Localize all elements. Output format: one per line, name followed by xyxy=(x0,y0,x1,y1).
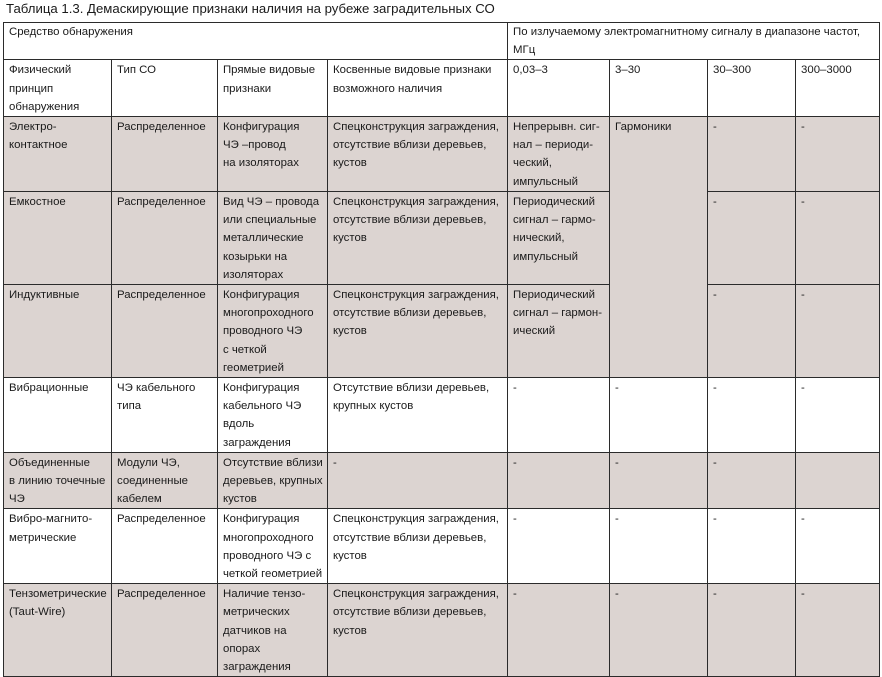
cell-freq-3: - xyxy=(708,378,796,453)
cell-freq-1: - xyxy=(508,378,610,453)
cell-freq-1: Периодический сигнал – гармон- ический xyxy=(508,285,610,378)
cell-freq-3: - xyxy=(708,509,796,584)
cell-principle: Емкостное xyxy=(4,192,112,285)
header-freq-0-03-3: 0,03–3 xyxy=(508,60,610,117)
cell-principle: Вибрационные xyxy=(4,378,112,453)
cell-freq-3: - xyxy=(708,192,796,285)
cell-freq-4: - xyxy=(796,584,880,677)
cell-principle: Вибро-магнито- метрические xyxy=(4,509,112,584)
cell-freq-4: - xyxy=(796,509,880,584)
cell-indirect: Спецконструкция заграждения, отсутствие вблизи деревьев, кустов xyxy=(328,509,508,584)
cell-direct: Отсутствие вблизи деревьев, крупных кустов xyxy=(218,452,328,509)
cell-direct: Вид ЧЭ – провода или специальные металлические козырьки на изоляторах xyxy=(218,192,328,285)
group-header-row xyxy=(4,23,880,60)
cell-freq-2: - xyxy=(610,378,708,453)
cell-freq-4: - xyxy=(796,378,880,453)
cell-freq-1: - xyxy=(508,509,610,584)
header-freq-30-300: 30–300 xyxy=(708,60,796,117)
cell-direct: Конфигурация многопроходного проводного ЧЭ с четкой геометрией xyxy=(218,285,328,378)
table-row xyxy=(4,452,880,509)
cell-freq-1: Периодический сигнал – гармо- нический, импульсный xyxy=(508,192,610,285)
header-principle: Физический принцип обнаружения xyxy=(4,60,112,117)
header-direct-signs: Прямые видовые признаки xyxy=(218,60,328,117)
cell-type: Распределенное xyxy=(112,584,218,677)
cell-type: Модули ЧЭ, соединенные кабелем xyxy=(112,452,218,509)
cell-indirect: - xyxy=(328,452,508,509)
cell-indirect: Отсутствие вблизи деревьев, крупных кустов xyxy=(328,378,508,453)
table-caption: Таблица 1.3. Демаскирующие признаки наличия на рубеже заградительных СО xyxy=(6,1,495,16)
cell-freq-2: - xyxy=(610,509,708,584)
group-header-em-signal: По излучаемому электромагнитному сигналу в диапазоне частот, МГц xyxy=(508,23,880,60)
group-header-detection-means: Средство обнаружения xyxy=(4,23,508,60)
table-row xyxy=(4,117,880,192)
cell-principle: Индуктивные xyxy=(4,285,112,378)
cell-freq-2: - xyxy=(610,584,708,677)
cell-type: Распределенное xyxy=(112,192,218,285)
cell-indirect: Спецконструкция заграждения, отсутствие вблизи деревьев, кустов xyxy=(328,285,508,378)
cell-freq-4: - xyxy=(796,117,880,192)
cell-type: ЧЭ кабельного типа xyxy=(112,378,218,453)
header-freq-3-30: 3–30 xyxy=(610,60,708,117)
cell-freq-1: - xyxy=(508,584,610,677)
cell-indirect: Спецконструкция заграждения, отсутствие вблизи деревьев, кустов xyxy=(328,117,508,192)
cell-direct: Конфигурация многопроходного проводного ЧЭ с четкой геометрией xyxy=(218,509,328,584)
cell-freq-4 xyxy=(796,452,880,509)
table-row xyxy=(4,192,880,285)
header-indirect-signs: Косвенные видовые признаки возможного наличия xyxy=(328,60,508,117)
table-row xyxy=(4,509,880,584)
cell-freq-4: - xyxy=(796,285,880,378)
cell-freq-1: - xyxy=(508,452,610,509)
cell-type: Распределенное xyxy=(112,117,218,192)
data-table xyxy=(3,22,880,677)
table-row xyxy=(4,584,880,677)
cell-freq-2: - xyxy=(610,452,708,509)
cell-indirect: Спецконструкция заграждения, отсутствие вблизи деревьев, кустов xyxy=(328,584,508,677)
table-row xyxy=(4,378,880,453)
cell-type: Распределенное xyxy=(112,509,218,584)
cell-freq-3: - xyxy=(708,285,796,378)
cell-principle: Тензометрические (Taut-Wire) xyxy=(4,584,112,677)
column-header-row xyxy=(4,60,880,117)
cell-principle: Объединенные в линию точечные ЧЭ xyxy=(4,452,112,509)
table-row xyxy=(4,285,880,378)
header-type: Тип СО xyxy=(112,60,218,117)
header-freq-300-3000: 300–3000 xyxy=(796,60,880,117)
cell-freq-3: - xyxy=(708,117,796,192)
cell-principle: Электро- контактное xyxy=(4,117,112,192)
cell-freq-3: - xyxy=(708,584,796,677)
cell-freq-1: Непрерывн. сиг- нал – периоди- ческий, импульсный xyxy=(508,117,610,192)
cell-direct: Наличие тензо- метрических датчиков на опорах заграждения xyxy=(218,584,328,677)
cell-freq-2-merged: Гармоники xyxy=(610,117,708,378)
cell-direct: Конфигурация кабельного ЧЭ вдоль заграждения xyxy=(218,378,328,453)
cell-freq-4: - xyxy=(796,192,880,285)
cell-direct: Конфигурация ЧЭ –провод на изоляторах xyxy=(218,117,328,192)
cell-indirect: Спецконструкция заграждения, отсутствие вблизи деревьев, кустов xyxy=(328,192,508,285)
cell-freq-3: - xyxy=(708,452,796,509)
cell-type: Распределенное xyxy=(112,285,218,378)
